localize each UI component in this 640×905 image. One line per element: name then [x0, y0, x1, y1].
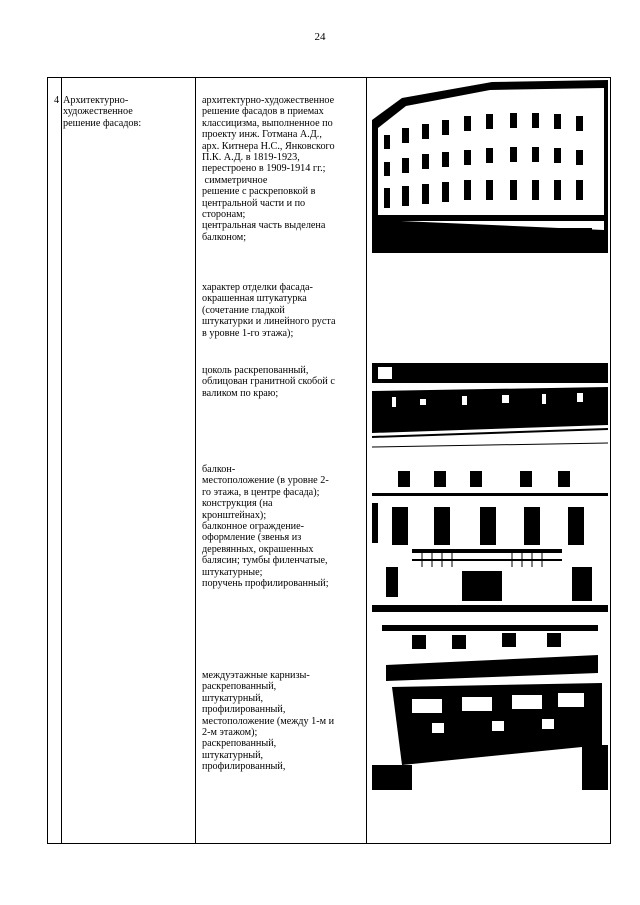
page-number: 24 — [314, 31, 326, 43]
text-line: облицован гранитной скобой с — [202, 376, 335, 388]
text-line: деревянных, окрашенных — [202, 543, 314, 555]
text-line: балконное ограждение- — [202, 521, 305, 533]
cornice-description — [202, 670, 364, 773]
text-line: 2-м этажом); — [202, 727, 258, 739]
text-line: окрашенная штукатурка — [202, 293, 307, 305]
text-line: конструкция (на — [202, 498, 273, 510]
text-line: балясин; тумбы филенчатые, — [202, 555, 328, 567]
text-line: профилированный, — [202, 761, 286, 773]
text-line: местоположение (между 1-м и — [202, 715, 335, 727]
text-line: валиком по краю; — [202, 387, 279, 399]
element-name-line: Архитектурно- — [63, 95, 129, 106]
text-line: центральная часть выделена — [202, 220, 326, 232]
cornice-photo — [372, 625, 608, 790]
text-line: сторонам; — [202, 209, 246, 221]
text-line: симметричное — [202, 174, 268, 186]
text-line: в уровне 1-го этажа); — [202, 327, 294, 339]
plinth-description — [202, 365, 364, 399]
text-line: П.К. А.Д. в 1819-1923, — [202, 152, 300, 164]
plinth-photo — [372, 363, 608, 452]
column-divider — [195, 78, 196, 843]
text-line: архитектурно-художественное — [202, 95, 335, 106]
text-line: штукатурные; — [202, 566, 263, 578]
text-line: оформление (звенья из — [202, 532, 302, 544]
text-line: поручень профилированный; — [202, 578, 329, 590]
text-line: арх. Китнера Н.С., Янковского — [202, 140, 335, 152]
text-line: штукатурный, — [202, 692, 264, 704]
text-line: цоколь раскрепованный, — [202, 365, 309, 376]
text-line: решение фасадов в приемах — [202, 106, 324, 118]
text-line: раскрепованный, — [202, 738, 277, 750]
text-line: перестроено в 1909-1914 гг.; — [202, 163, 326, 175]
text-line: решение с раскреповкой в — [202, 186, 316, 198]
text-line: центральной части и по — [202, 197, 306, 209]
balcony-photo — [372, 467, 608, 612]
building-facade-photo — [372, 80, 608, 253]
column-divider — [366, 78, 367, 843]
element-name-line: художественное — [63, 106, 133, 118]
text-line: междуэтажные карнизы- — [202, 670, 310, 681]
balcony-description — [202, 464, 364, 589]
text-line: (сочетание гладкой — [202, 304, 285, 316]
description-table — [47, 77, 611, 844]
element-name-line: решение фасадов: — [63, 117, 142, 129]
column-divider — [61, 78, 62, 843]
text-line: штукатурный, — [202, 749, 264, 761]
text-line: штукатурки и линейного руста — [202, 316, 336, 328]
text-line: местоположение (в уровне 2- — [202, 475, 329, 487]
text-line: кронштейнах); — [202, 509, 267, 521]
element-name — [63, 95, 171, 129]
facade-description — [202, 95, 364, 243]
text-line: профилированный, — [202, 704, 286, 716]
text-line: раскрепованный, — [202, 681, 277, 693]
finish-description — [202, 282, 364, 339]
text-line: го этажа, в центре фасада); — [202, 486, 320, 498]
text-line: балконом; — [202, 231, 247, 243]
row-number: 4 — [54, 95, 60, 106]
text-line: балкон- — [202, 464, 236, 475]
text-line: классицизма, выполненное по — [202, 117, 333, 129]
text-line: проекту инж. Готмана А.Д., — [202, 129, 322, 141]
text-line: характер отделки фасада- — [202, 282, 313, 293]
